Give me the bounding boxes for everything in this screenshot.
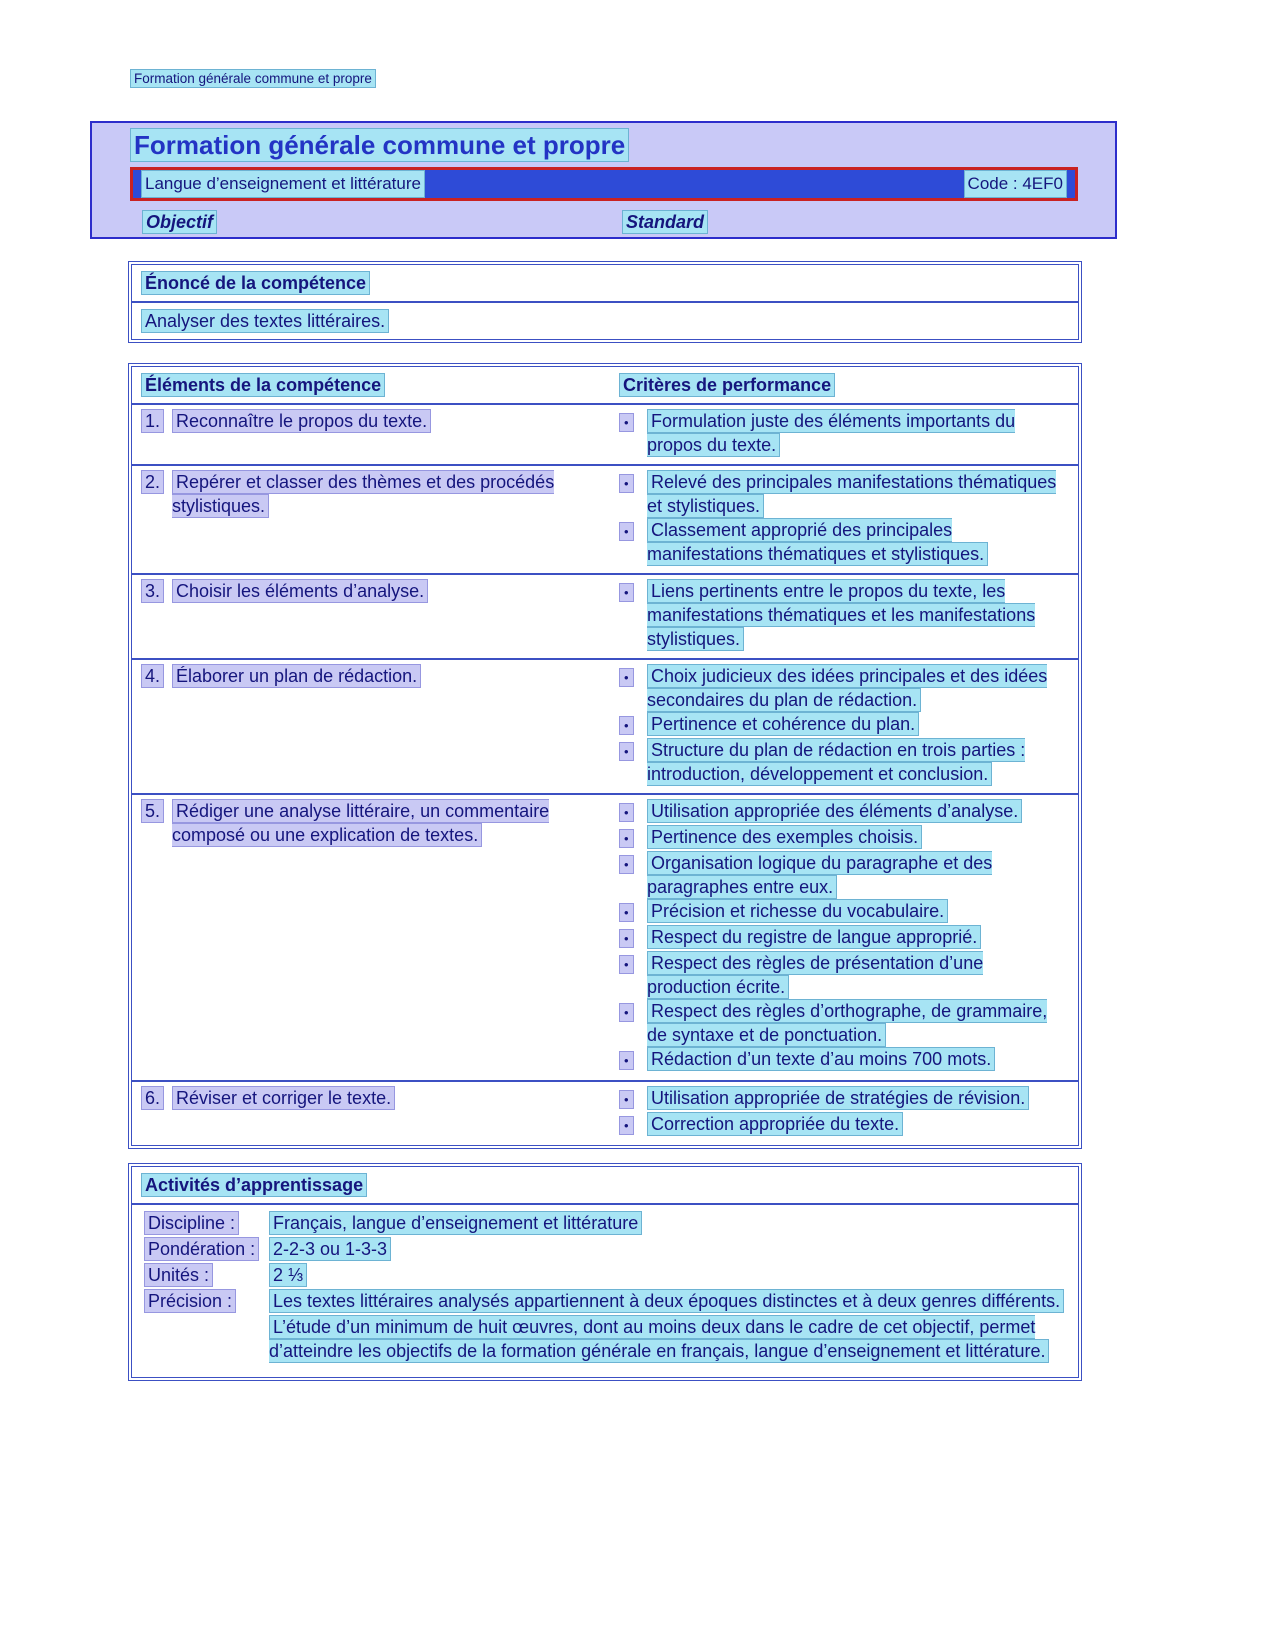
activites-header [132, 1167, 1078, 1205]
criterion-item [619, 664, 1070, 712]
bullet-marker [619, 1086, 647, 1112]
bullet-icon: • [619, 929, 634, 948]
competence-row-6 [132, 1082, 1078, 1145]
criterion-item [619, 899, 1070, 925]
bullet-marker [619, 409, 647, 457]
criterion-text: Correction appropriée du texte. [647, 1112, 1070, 1138]
bullet-marker [619, 664, 647, 712]
element-number: 3. [141, 579, 172, 603]
activites-table [128, 1163, 1082, 1381]
bullet-icon: • [619, 583, 634, 602]
criterion-item [619, 799, 1070, 825]
element-cell [132, 795, 605, 1080]
enonce-statement [132, 303, 1078, 339]
bullet-marker [619, 579, 647, 651]
criterion-item [619, 579, 1070, 651]
document-title [130, 130, 1115, 160]
criterion-text: Classement approprié des principales manifestations thématiques et stylistiques. [647, 518, 1070, 566]
bullet-icon: • [619, 716, 634, 735]
course-name: Langue d’enseignement et littérature [141, 170, 425, 198]
bullet-icon: • [619, 413, 634, 432]
activites-body [132, 1205, 1078, 1377]
bullet-marker [619, 738, 647, 786]
competence-row-1 [132, 405, 1078, 466]
bullet-marker [619, 899, 647, 925]
element-cell [132, 1082, 605, 1145]
criteria-cell [605, 405, 1078, 464]
competence-row-2 [132, 466, 1078, 575]
competence-row-3 [132, 575, 1078, 660]
element-number: 1. [141, 409, 172, 433]
element-number: 4. [141, 664, 172, 688]
competence-table [128, 363, 1082, 1149]
element-text: Repérer et classer des thèmes et des procédés stylistiques. [172, 472, 555, 516]
criterion-item [619, 951, 1070, 999]
bullet-marker [619, 799, 647, 825]
enonce-header-text: Énoncé de la compétence [141, 271, 370, 295]
bullet-icon: • [619, 803, 634, 822]
criterion-text: Précision et richesse du vocabulaire. [647, 899, 1070, 925]
element-text: Reconnaître le propos du texte. [172, 409, 595, 433]
bullet-marker [619, 470, 647, 518]
bullet-icon: • [619, 1116, 634, 1135]
criterion-item [619, 1086, 1070, 1112]
criteria-column-header-text: Critères de performance [619, 373, 835, 397]
element-number: 5. [141, 799, 172, 847]
criterion-text: Respect du registre de langue approprié. [647, 925, 1070, 951]
element-cell [132, 660, 605, 793]
bullet-icon: • [619, 855, 634, 874]
criteria-cell [605, 660, 1078, 793]
criterion-text: Relevé des principales manifestations thématiques et stylistiques. [647, 472, 1057, 516]
title-box [90, 121, 1117, 239]
bullet-marker [619, 712, 647, 738]
bullet-icon: • [619, 668, 634, 687]
enonce-table [128, 261, 1082, 343]
activites-row-ponderation [144, 1237, 1068, 1261]
criterion-text: Pertinence des exemples choisis. [647, 825, 1070, 851]
competence-row-4 [132, 660, 1078, 795]
criterion-text: Liens pertinents entre le propos du texte, les manifestations thématiques et les manifestations stylistiques. [647, 581, 1036, 649]
activites-value: L’étude d’un minimum de huit œuvres, dont au moins deux dans le cadre de cet objectif, permet d’atteindre les objectifs de la formation générale en français, langue d’enseignement et littérature. [269, 1315, 1068, 1363]
elements-column-header-text: Éléments de la compétence [141, 373, 385, 397]
activites-label: Discipline : [144, 1211, 269, 1235]
criterion-text: Structure du plan de rédaction en trois parties : introduction, développement et conclusion. [647, 740, 1026, 784]
bullet-marker [619, 851, 647, 899]
activites-value: Français, langue d’enseignement et littérature [269, 1211, 1068, 1235]
activites-value: 2-2-3 ou 1-3-3 [269, 1237, 1068, 1261]
standard-heading: Standard [622, 210, 708, 234]
bullet-icon: • [619, 829, 634, 848]
criterion-text: Utilisation appropriée de stratégies de révision. [647, 1086, 1070, 1112]
criterion-item [619, 1112, 1070, 1138]
criterion-item [619, 851, 1070, 899]
column-headers [142, 210, 1115, 234]
criterion-item [619, 999, 1070, 1047]
criterion-item [619, 409, 1070, 457]
criterion-text: Respect des règles de présentation d’une production écrite. [647, 953, 984, 997]
criterion-text: Organisation logique du paragraphe et des paragraphes entre eux. [647, 853, 993, 897]
criterion-item [619, 825, 1070, 851]
bullet-icon: • [619, 1003, 634, 1022]
bullet-icon: • [619, 1090, 634, 1109]
bullet-marker [619, 1112, 647, 1138]
activites-value: Les textes littéraires analysés appartiennent à deux époques distinctes et à deux genres différents. [269, 1289, 1068, 1313]
activites-label: Pondération : [144, 1237, 269, 1261]
running-header-text: Formation générale commune et propre [130, 69, 376, 88]
activites-header-text: Activités d’apprentissage [141, 1173, 367, 1197]
element-number: 2. [141, 470, 172, 518]
element-text: Rédiger une analyse littéraire, un commentaire composé ou une explication de textes. [172, 801, 550, 845]
criterion-text: Choix judicieux des idées principales et des idées secondaires du plan de rédaction. [647, 666, 1048, 710]
activites-row-unites [144, 1263, 1068, 1287]
bullet-marker [619, 999, 647, 1047]
activites-label: Précision : [144, 1289, 269, 1313]
criteria-cell [605, 1082, 1078, 1145]
activites-row-precision [144, 1289, 1068, 1313]
criteria-cell [605, 795, 1078, 1080]
competence-header-row [132, 367, 1078, 405]
criteria-column-header [605, 367, 1078, 403]
criterion-text: Formulation juste des éléments importants du propos du texte. [647, 411, 1016, 455]
bullet-icon: • [619, 742, 634, 761]
bullet-icon: • [619, 522, 634, 541]
element-cell [132, 575, 605, 658]
criterion-item [619, 712, 1070, 738]
course-code: Code : 4EF0 [964, 170, 1067, 198]
criterion-item [619, 470, 1070, 518]
criterion-item [619, 518, 1070, 566]
competence-row-5 [132, 795, 1078, 1082]
criterion-text: Respect des règles d’orthographe, de grammaire, de syntaxe et de ponctuation. [647, 1001, 1048, 1045]
element-number: 6. [141, 1086, 172, 1110]
criterion-text: Utilisation appropriée des éléments d’analyse. [647, 799, 1070, 825]
elements-column-header [132, 367, 605, 403]
criterion-text: Pertinence et cohérence du plan. [647, 712, 1070, 738]
element-cell [132, 405, 605, 464]
enonce-statement-text: Analyser des textes littéraires. [141, 309, 389, 333]
bullet-marker [619, 825, 647, 851]
activites-value: 2 ⅓ [269, 1263, 1068, 1287]
criterion-text: Rédaction d’un texte d’au moins 700 mots. [647, 1047, 1070, 1073]
bullet-marker [619, 518, 647, 566]
course-banner [130, 167, 1078, 201]
criteria-cell [605, 575, 1078, 658]
criterion-item [619, 925, 1070, 951]
activites-row-precision-continued [144, 1315, 1068, 1363]
bullet-icon: • [619, 474, 634, 493]
bullet-icon: • [619, 1051, 634, 1070]
activites-label: Unités : [144, 1263, 269, 1287]
element-text: Choisir les éléments d’analyse. [172, 579, 595, 603]
element-cell [132, 466, 605, 573]
element-text: Élaborer un plan de rédaction. [172, 664, 595, 688]
bullet-marker [619, 925, 647, 951]
bullet-icon: • [619, 955, 634, 974]
enonce-header [132, 265, 1078, 303]
criterion-item [619, 738, 1070, 786]
bullet-marker [619, 951, 647, 999]
document-title-text: Formation générale commune et propre [130, 128, 629, 162]
element-text: Réviser et corriger le texte. [172, 1086, 595, 1110]
criteria-cell [605, 466, 1078, 573]
activites-row-discipline [144, 1211, 1068, 1235]
bullet-icon: • [619, 903, 634, 922]
bullet-marker [619, 1047, 647, 1073]
criterion-item [619, 1047, 1070, 1073]
running-header [0, 0, 1275, 87]
activites-label [144, 1315, 269, 1363]
objectif-heading: Objectif [142, 210, 217, 234]
